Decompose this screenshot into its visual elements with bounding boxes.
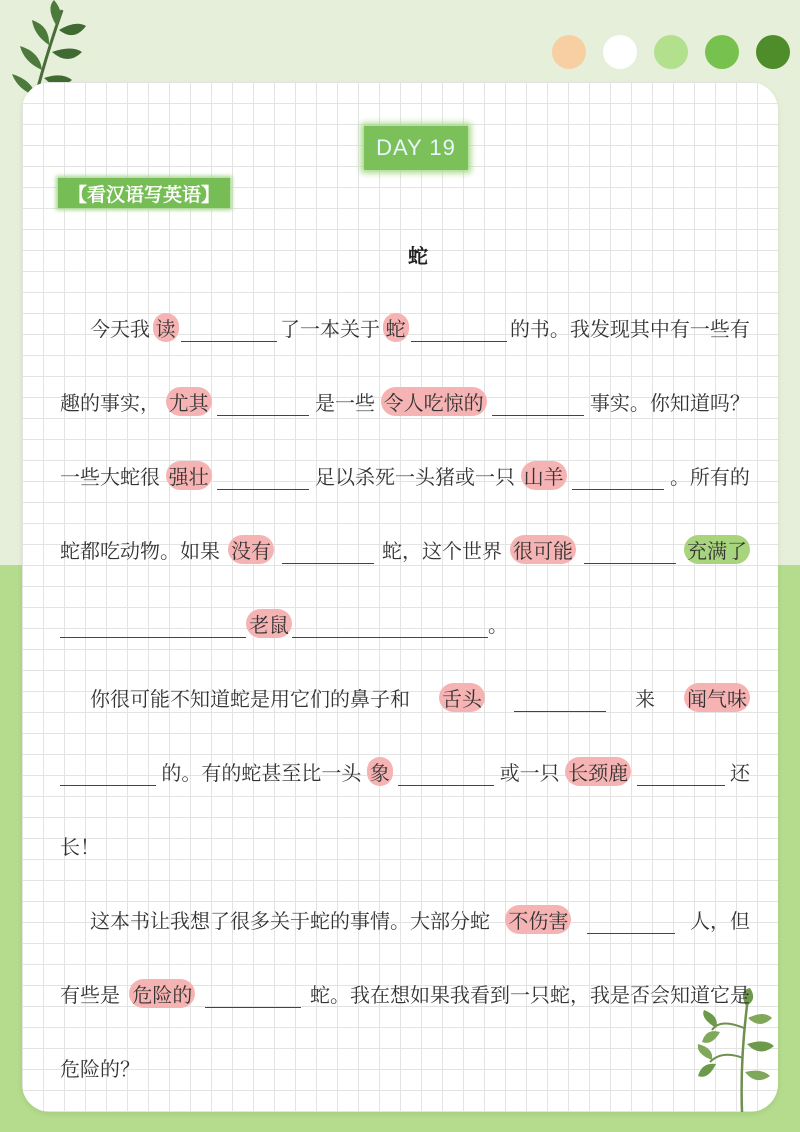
color-dots <box>552 35 790 69</box>
essay-line <box>60 826 750 860</box>
answer-blank[interactable] <box>60 759 156 786</box>
answer-blank[interactable] <box>637 759 725 786</box>
essay-text: 或一只 <box>499 761 560 785</box>
essay-text: 还 <box>729 761 750 785</box>
essay-text: 一些大蛇很 <box>60 465 160 489</box>
highlighted-keyword: 危险的 <box>129 979 195 1008</box>
highlighted-keyword: 闻气味 <box>684 683 750 712</box>
answer-blank[interactable] <box>282 537 374 564</box>
answer-blank[interactable] <box>398 759 494 786</box>
color-dot <box>705 35 739 69</box>
essay-text: 。 <box>488 613 508 637</box>
answer-blank[interactable] <box>292 611 488 638</box>
grid-paper <box>22 82 778 1112</box>
highlighted-keyword: 老鼠 <box>246 609 292 638</box>
essay-text: 的。有的蛇甚至比一头 <box>161 761 362 785</box>
highlighted-keyword: 舌头 <box>439 683 485 712</box>
highlighted-keyword: 没有 <box>228 535 274 564</box>
essay-text: 事实。你知道吗？ <box>589 391 750 415</box>
essay-line <box>60 308 750 342</box>
day-badge: DAY 19 <box>364 126 468 170</box>
essay-line <box>60 752 750 786</box>
highlighted-keyword: 充满了 <box>684 535 750 564</box>
answer-blank[interactable] <box>411 315 507 342</box>
highlighted-keyword: 很可能 <box>510 535 576 564</box>
color-dot <box>654 35 688 69</box>
highlighted-keyword: 令人吃惊的 <box>381 387 487 416</box>
answer-blank[interactable] <box>60 611 246 638</box>
essay-text: 。所有的 <box>669 465 750 489</box>
essay-text: 长！ <box>60 835 100 859</box>
answer-blank[interactable] <box>514 685 606 712</box>
color-dot <box>552 35 586 69</box>
essay-text: 蛇。我在想如果我看到一只蛇，我是否会知道它是 <box>309 983 750 1007</box>
answer-blank[interactable] <box>572 463 664 490</box>
essay-line <box>60 1048 750 1082</box>
highlighted-keyword: 读 <box>153 313 179 342</box>
highlighted-keyword: 强壮 <box>166 461 212 490</box>
essay-text: 危险的？ <box>60 1057 140 1081</box>
essay-text: 足以杀死一头猪或一只 <box>314 465 515 489</box>
essay-text: 你很可能不知道蛇是用它们的鼻子和 <box>90 687 410 711</box>
answer-blank[interactable] <box>181 315 277 342</box>
essay-text: 这本书让我想了很多关于蛇的事情。大部分蛇 <box>90 909 490 933</box>
answer-blank[interactable] <box>205 981 301 1008</box>
essay-text: 蛇，这个世界 <box>382 539 502 563</box>
essay-text: 了一本关于 <box>279 317 380 341</box>
answer-blank[interactable] <box>492 389 584 416</box>
essay-line <box>60 974 750 1008</box>
highlighted-keyword: 尤其 <box>166 387 212 416</box>
highlighted-keyword: 山羊 <box>521 461 567 490</box>
essay-title: 蛇 <box>408 244 428 268</box>
highlighted-keyword: 蛇 <box>383 313 409 342</box>
essay-line <box>60 900 750 934</box>
answer-blank[interactable] <box>217 463 309 490</box>
essay-line <box>60 530 750 564</box>
essay-text: 的书。我发现其中有一些有 <box>509 317 750 341</box>
essay-line <box>60 382 750 416</box>
color-dot <box>756 35 790 69</box>
color-dot <box>603 35 637 69</box>
essay-text: 今天我 <box>90 317 150 341</box>
essay-line <box>60 678 750 712</box>
section-label: 【看汉语写英语】 <box>58 178 230 208</box>
essay-text: 人，但 <box>689 909 750 933</box>
essay-text: 来 <box>635 687 655 711</box>
highlighted-keyword: 象 <box>367 757 393 786</box>
essay-text: 是一些 <box>314 391 375 415</box>
answer-blank[interactable] <box>584 537 676 564</box>
essay-line <box>60 456 750 490</box>
essay-text: 有些是 <box>60 983 120 1007</box>
answer-blank[interactable] <box>217 389 309 416</box>
highlighted-keyword: 长颈鹿 <box>565 757 631 786</box>
answer-blank[interactable] <box>587 907 675 934</box>
essay-text: 趣的事实， <box>60 391 160 415</box>
essay-line <box>60 604 750 638</box>
essay-text: 蛇都吃动物。如果 <box>60 539 220 563</box>
highlighted-keyword: 不伤害 <box>505 905 571 934</box>
